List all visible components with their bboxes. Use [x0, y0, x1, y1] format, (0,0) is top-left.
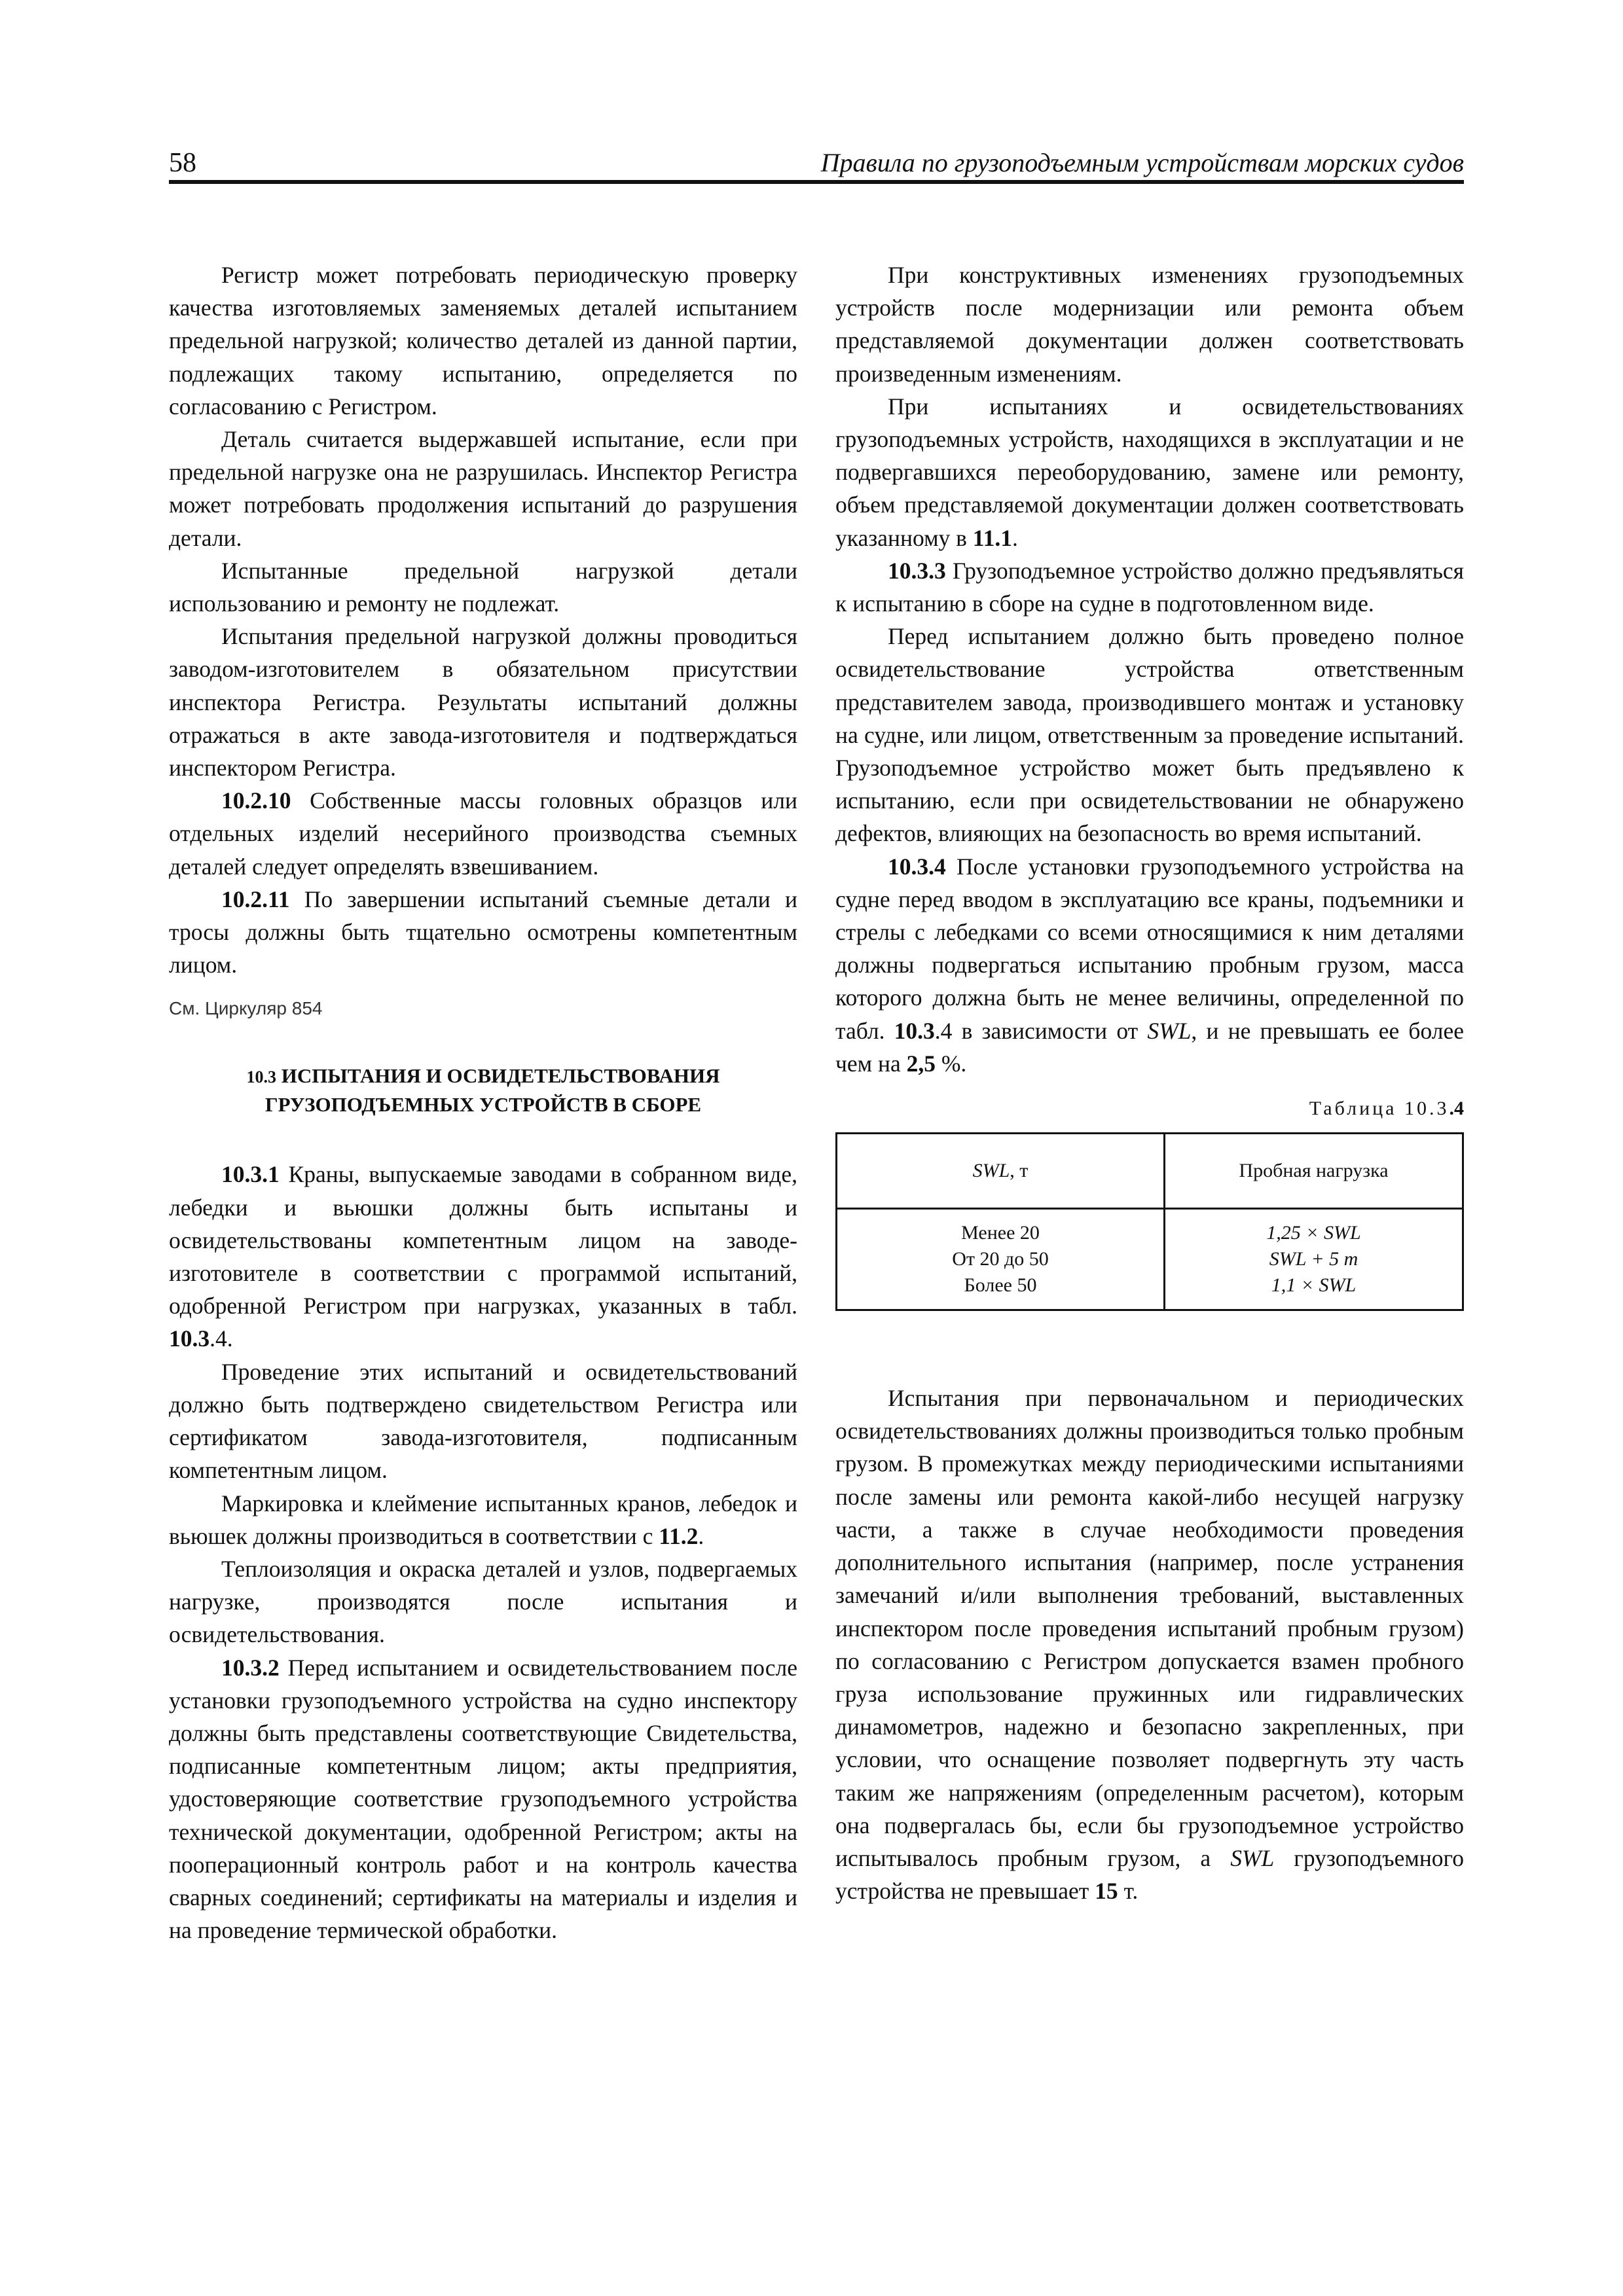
section-number: 10.3	[246, 1067, 276, 1087]
paragraph: 10.2.10 Собственные массы головных образцов или отдельных изделий несерийного производства съемных деталей следует определять взвешиванием.	[169, 787, 797, 880]
paragraph: 10.3.4 После установки грузоподъемного устройства на судне перед вводом в эксплуатацию все краны, подъемники и стрелы с лебедками со всеми относящимися к ним деталями должны подвергаться испытанию пробным грузом, масса которого должна быть не менее величины, определенной по табл. 10.3.4 в зависимости от SWL, и не превышать ее более чем на 2,5 %.	[835, 853, 1464, 1077]
test-load-table	[835, 1132, 1464, 1311]
paragraph: 10.3.2 Перед испытанием и освидетельствованием после установки грузоподъемного устройства на судно инспектору должны быть представлены соответствующие Свидетельства, подписанные компетентным лицом; акты предприятия, удостоверяющие соответствие грузоподъемного устройства технической документации, одобренной Регистром; акты на пооперационный контроль работ и на контроль качества сварных соединений; сертификаты на материалы и изделия и на проведение термической обработки.	[169, 1654, 797, 1944]
table-cell-swl-ranges: Менее 20 От 20 до 50 Более 50	[837, 1209, 1165, 1310]
paragraph: Испытания при первоначальном и периодических освидетельствованиях должны производиться только пробным грузом. В промежутках между периодическими испытаниями после замены или ремонта какой-либо несущей нагрузку части, а также в случае необходимости проведения дополнительного испытания (например, после устранения замечаний и/или выполнения требований, выставленных инспектором после проведения испытаний пробным грузом) по согласованию с Регистром допускается взамен пробного груза использование пружинных или гидравлических динамометров, надежно и безопасно закрепленных, при условии, что оснащение позволяет подвергнуть эту часть таким же напряжениям (определенным расчетом), которым она подвергалась бы, если бы грузоподъемное устройство испытывалось пробным грузом, а SWL грузоподъемного устройства не превышает 15 т.	[835, 1385, 1464, 1905]
paragraph: Регистр может потребовать периодическую проверку качества изготовляемых заменяемых деталей испытанием предельной нагрузкой; количество деталей из данной партии, подлежащих такому испытанию, определяется по согласованию с Регистром.	[169, 262, 797, 420]
paragraph: При испытаниях и освидетельствованиях грузоподъемных устройств, находящихся в эксплуатации и не подвергавшихся переоборудованию, замене или ремонту, объем представляемой документации должен соответствовать указанному в 11.1.	[835, 393, 1464, 551]
paragraph: 10.3.3 Грузоподъемное устройство должно предъявляться к испытанию в сборе на судне в подготовленном виде.	[835, 557, 1464, 617]
paragraph: Деталь считается выдержавшей испытание, если при предельной нагрузке она не разрушилась. Инспектор Регистра может потребовать продолжения испытаний до разрушения детали.	[169, 426, 797, 551]
paragraph: 10.2.11 По завершении испытаний съемные детали и тросы должны быть тщательно осмотрены компетентным лицом.	[169, 886, 797, 978]
clause-number: 10.2.11	[221, 886, 290, 912]
paragraph: Проведение этих испытаний и освидетельствований должно быть подтверждено свидетельством Регистра или сертификатом завода-изготовителя, подписанным компетентным лицом.	[169, 1358, 797, 1484]
clause-number: 10.3.1	[221, 1161, 280, 1188]
table-cell-test-loads: 1,25 × SWL SWL + 5 т 1,1 × SWL	[1165, 1209, 1463, 1310]
paragraph: Теплоизоляция и окраска деталей и узлов, подвергаемых нагрузке, производятся после испытания и освидетельствования.	[169, 1555, 797, 1648]
page-number: 58	[169, 148, 196, 178]
paragraph: Испытанные предельной нагрузкой детали использованию и ремонту не подлежат.	[169, 557, 797, 617]
paragraph: Маркировка и клеймение испытанных кранов, лебедок и вьюшек должны производиться в соответствии с 11.2.	[169, 1490, 797, 1549]
circular-note: См. Циркуляр 854	[169, 998, 323, 1019]
clause-number: 10.2.10	[221, 787, 291, 814]
clause-number: 10.3.3	[888, 557, 946, 584]
right-column	[835, 259, 1464, 1907]
paragraph: При конструктивных изменениях грузоподъемных устройств после модернизации или ремонта объем представляемой документации должен соответствовать произведенным изменениям.	[835, 262, 1464, 387]
table-caption: Таблица 10.3.4	[1309, 1098, 1464, 1120]
table-header-test-load: Пробная нагрузка	[1165, 1134, 1463, 1209]
running-title: Правила по грузоподъемным устройствам морских судов	[820, 148, 1464, 177]
clause-number: 10.3.2	[221, 1654, 280, 1681]
paragraph: Перед испытанием должно быть проведено полное освидетельствование устройства ответственным представителем завода, производившего монтаж и установку на судне, или лицом, ответственным за проведение испытаний. Грузоподъемное устройство может быть предъявлено к испытанию, если при освидетельствовании не обнаружено дефектов, влияющих на безопасность во время испытаний.	[835, 623, 1464, 847]
paragraph: Испытания предельной нагрузкой должны проводиться заводом-изготовителем в обязательном присутствии инспектора Регистра. Результаты испытаний должны отражаться в акте завода-изготовителя и подтверждаться инспектором Регистра.	[169, 623, 797, 781]
clause-number: 10.3.4	[888, 853, 946, 880]
table-header-swl: SWL, т	[837, 1134, 1165, 1209]
left-column	[169, 259, 797, 1946]
paragraph: 10.3.1 Краны, выпускаемые заводами в собранном виде, лебедки и вьюшки должны быть испытаны и освидетельствованы компетентным лицом на заводе-изготовителе в соответствии с программой испытаний, одобренной Регистром при нагрузках, указанных в табл. 10.3.4.	[169, 1161, 797, 1352]
page-header	[169, 147, 1464, 184]
section-title: 10.3 ИСПЫТАНИЯ И ОСВИДЕТЕЛЬСТВОВАНИЯ ГРУЗОПОДЪЕМНЫХ УСТРОЙСТВ В СБОРЕ	[246, 1064, 720, 1117]
